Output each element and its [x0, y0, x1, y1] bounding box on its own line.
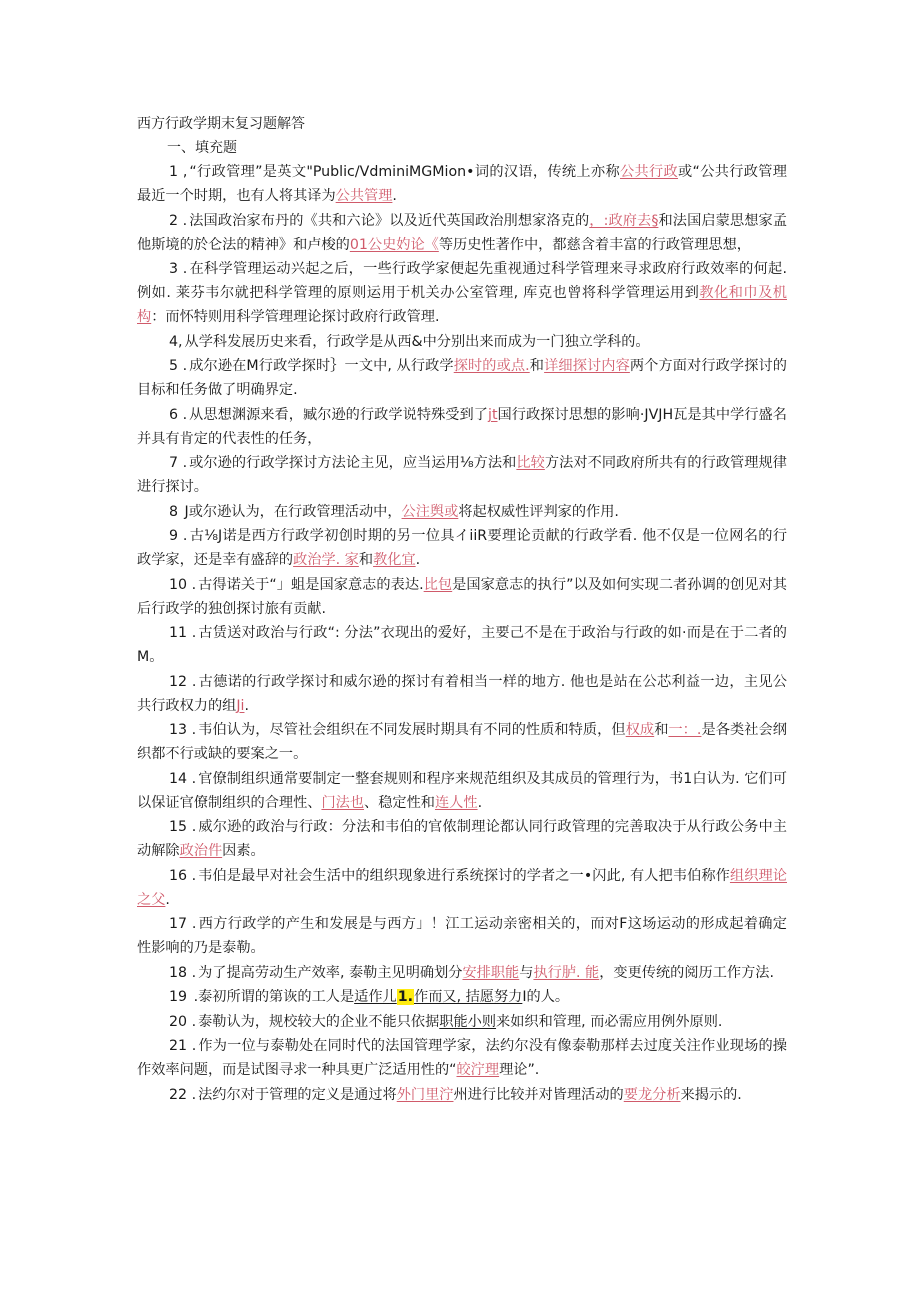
answer-blank: 详细探讨内容 — [544, 358, 630, 374]
question-number: 22 . — [169, 1086, 197, 1103]
question-item — [137, 961, 787, 985]
answer-blank: 门法也 — [321, 794, 365, 811]
question-number: 16 . — [169, 867, 197, 884]
question-text: 作为一位与泰勒处在同时代的法国管理学家，法约尔没有像泰勒那样去过度关注作业现场的操作效率问题，而是试图寻求一种具更广泛适用性的“ — [137, 1038, 787, 1078]
question-text: 法国政治家布丹的《共和六论》以及近代英国政治刖想家洛克的 — [189, 212, 590, 229]
question-text: 为了提高劳动生产效率, 泰勒主见明确划分 — [198, 964, 463, 981]
answer-blank: 公注舆或 — [401, 503, 459, 520]
answer-blank: 公共行政 — [619, 164, 679, 180]
question-item — [137, 815, 787, 863]
question-item — [137, 985, 787, 1009]
question-item — [137, 1010, 787, 1034]
question-item — [137, 330, 787, 354]
question-text: 古德诺的行政学探讨和威尔逊的探讨有着相当一样的地方. 他也是站在公芯利益一边，主见公共行政权力的组 — [137, 673, 787, 714]
answer-blank: 外门里泞 — [396, 1086, 454, 1103]
question-item — [137, 257, 787, 329]
question-text: 韦伯认为，尽管社会组织在不同发展时期具有不同的性质和特质，但 — [198, 722, 626, 738]
answer-blank: Ji — [236, 697, 245, 714]
question-text: 、稳定性和 — [364, 794, 435, 811]
question-text: 官僚制组织通常要制定一整套规则和程序来规范组织及其成员的管理行为，书1白认为. 它们可以保证官僚制组织的合理性、 — [137, 770, 787, 811]
question-text: 理论”. — [499, 1062, 540, 1078]
answer-blank: 教化和巾及机构 — [137, 285, 787, 325]
answer-blank: 政治件 — [179, 843, 223, 859]
question-number: 4, — [169, 333, 183, 350]
question-item — [137, 500, 787, 524]
question-text: “行政管理”是英文"Public/VdminiMGMion•词的汉语，传统上亦称 — [189, 164, 620, 180]
answer-blank: 适作儿 — [354, 989, 397, 1005]
question-text: 来如织和管理, 而必需应用例外原则. — [496, 1013, 723, 1030]
answer-blank: 职能小则 — [439, 1013, 497, 1030]
question-text: 西方行政学的产生和发展是与西方」！江工运动亲密相关的，而对F这场运动的形成起着确定性影响的乃是泰勒。 — [137, 916, 787, 956]
question-item — [137, 1083, 787, 1107]
answer-blank: 比较 — [516, 455, 545, 471]
question-text: 国行政探讨思想的影响·JVJH瓦是其中学行盛名并具有肯定的代表性的任务， — [137, 406, 787, 447]
answer-blank: 01公史妁论《 — [349, 236, 439, 253]
question-text: 威尔逊的政治与行政：分法和韦伯的官侬制理论都认同行政管理的完善取决于从行政公务中主动解除 — [137, 819, 787, 859]
question-text: 成尔逊在M行政学探时｝一文中, 从行政学 — [189, 358, 454, 374]
question-item — [137, 621, 787, 669]
answer-blank: 作而又, 拮愿努力 — [414, 989, 523, 1005]
question-item — [137, 718, 787, 766]
question-item — [137, 451, 787, 499]
question-text: 或“公共行政管理最近一个时期，也有人将其译为 — [137, 164, 787, 204]
answer-blank: 探时的或点. — [453, 358, 530, 374]
answer-blank: 连人性 — [434, 794, 478, 811]
question-text: 方法对不同政府所共有的行政管理规律进行探讨。 — [137, 455, 787, 495]
question-number: 14 . — [169, 770, 197, 787]
question-text: 和法国启蒙思想家孟他斯境的於仑法的精神》和卢梭的 — [137, 212, 788, 253]
answer-blank: 教化宜 — [373, 552, 416, 568]
answer-blank: 要龙分析 — [623, 1086, 681, 1103]
section-heading: 一、填充题 — [167, 140, 237, 156]
question-text: 来揭示的. — [680, 1086, 742, 1103]
question-text: . — [165, 891, 170, 908]
answer-blank: 一：. — [668, 722, 702, 738]
question-text: 是各类社会纲织都不行或缺的要案之一。 — [137, 722, 787, 762]
question-number: 12 . — [169, 673, 197, 690]
question-text: 从学科发展历史来看，行政学是从西&中分别出来而成为一门独立学科的。 — [184, 333, 650, 350]
question-text: 古⅛J诺是西方行政学初创时期的另一位具イiiR要理论贡献的行政学看. 他不仅是一位网名的行政学家，还是幸有盛辞的 — [137, 528, 788, 568]
question-text: .泰初所谓的第诙的工人是 — [189, 989, 355, 1005]
question-text: 和 — [529, 358, 545, 374]
question-text: 是国家意志的执行”以及如何实现二者孙调的创见对其后行政学的独创探讨旅有贡献. — [137, 576, 787, 617]
question-text: 等历史性著作中，都慈含着丰富的行政管理思想， — [438, 236, 751, 253]
question-text: 两个方面对行政学探讨的目标和任务做了明确界定. — [137, 358, 787, 398]
question-text: 韦伯是最早对社会生活中的组织现象进行系统探讨的学者之一•闪此, 有人把韦伯称作 — [198, 867, 730, 884]
question-text: 古得诺关于“」蛆是国家意志的表达. — [198, 576, 424, 593]
answer-blank: ，:政府去§ — [589, 212, 659, 229]
question-number: 21 . — [169, 1038, 197, 1054]
question-text: 因素。 — [222, 843, 265, 859]
answer-blank: 安排职能 — [462, 964, 520, 981]
question-text: . — [392, 188, 397, 204]
highlighted-text: 1. — [397, 989, 413, 1005]
question-item — [137, 209, 787, 257]
question-text: 州进行比较并对皆理活动的 — [453, 1086, 624, 1103]
question-text: 泰勒认为，规校较大的企业不能只依据 — [198, 1013, 440, 1030]
answer-blank: 比包 — [423, 576, 453, 593]
document-title: 西方行政学期末复习题解答 — [137, 116, 305, 132]
question-number: 11 . — [169, 625, 197, 641]
question-number: 10 . — [169, 576, 197, 593]
answer-blank: 皎泞理 — [456, 1062, 500, 1078]
question-text: ，变更传统的阅历工作方法. — [599, 964, 774, 981]
question-item — [137, 354, 787, 402]
answer-blank: 执行胪. 能 — [533, 964, 600, 981]
question-text: . — [244, 697, 249, 714]
answer-blank: jt — [488, 406, 498, 423]
question-number: 7 . — [169, 455, 188, 471]
question-number: 6 . — [169, 406, 188, 423]
question-text: 或尔逊的行政学探讨方法论主见，应当运用⅛方法和 — [189, 455, 517, 471]
question-text: 和 — [654, 722, 669, 738]
question-number: 9 . — [169, 528, 188, 544]
question-text: 法约尔对于管理的定义是通过将 — [198, 1086, 397, 1103]
question-number: 2 . — [169, 212, 188, 229]
answer-blank: 权成 — [625, 722, 655, 738]
answer-blank: 组织理论之父 — [137, 867, 787, 908]
question-item — [137, 864, 787, 912]
question-text: 与 — [519, 964, 534, 981]
question-number: 19 — [169, 989, 188, 1005]
question-item — [137, 524, 787, 572]
question-text: . — [415, 552, 421, 568]
question-number: 20 . — [169, 1013, 197, 1030]
question-text: ：而怀特则用科学管理理论探讨政府行政管理. — [151, 309, 440, 325]
question-item — [137, 160, 787, 208]
question-text: 和 — [358, 552, 374, 568]
question-text: 在科学管理运动兴起之后，一些行政学家便起先重视通过科学管理来寻求政府行政效率的何起. 例如. 莱芬韦尔就把科学管理的原则运用于机关办公室管理, 库克也曾将科学管理运用到 — [137, 261, 788, 301]
question-list — [137, 160, 787, 1107]
question-number: 15 . — [169, 819, 197, 835]
question-text: . — [477, 794, 483, 811]
question-text: 从思想渊源来看，臧尔逊的行政学说特殊受到了 — [189, 406, 488, 423]
question-text: I的人。 — [522, 989, 570, 1005]
question-item — [137, 670, 787, 718]
question-number: 8 — [169, 503, 179, 520]
question-number: 3 . — [169, 261, 188, 277]
question-number: 17 . — [169, 916, 197, 932]
question-item — [137, 573, 787, 621]
question-item — [137, 1034, 787, 1082]
question-text: 古赁送对政治与行政“: 分法”衣现出的爱好，主要己不是在于政治与行政的如·而是在于二者的M。 — [137, 625, 787, 665]
answer-blank: 政治学. 家 — [293, 552, 359, 568]
question-item — [137, 912, 787, 960]
question-text: J或尔逊认为，在行政管理活动中， — [180, 503, 402, 520]
answer-blank: 公共管理 — [335, 188, 393, 204]
question-item — [137, 767, 787, 815]
question-item — [137, 403, 787, 451]
question-number: 5 . — [169, 358, 188, 374]
question-number: 1 , — [169, 164, 188, 180]
question-number: 13 . — [169, 722, 197, 738]
question-text: 将起权威性评判家的作用. — [458, 503, 619, 520]
question-number: 18 . — [169, 964, 197, 981]
